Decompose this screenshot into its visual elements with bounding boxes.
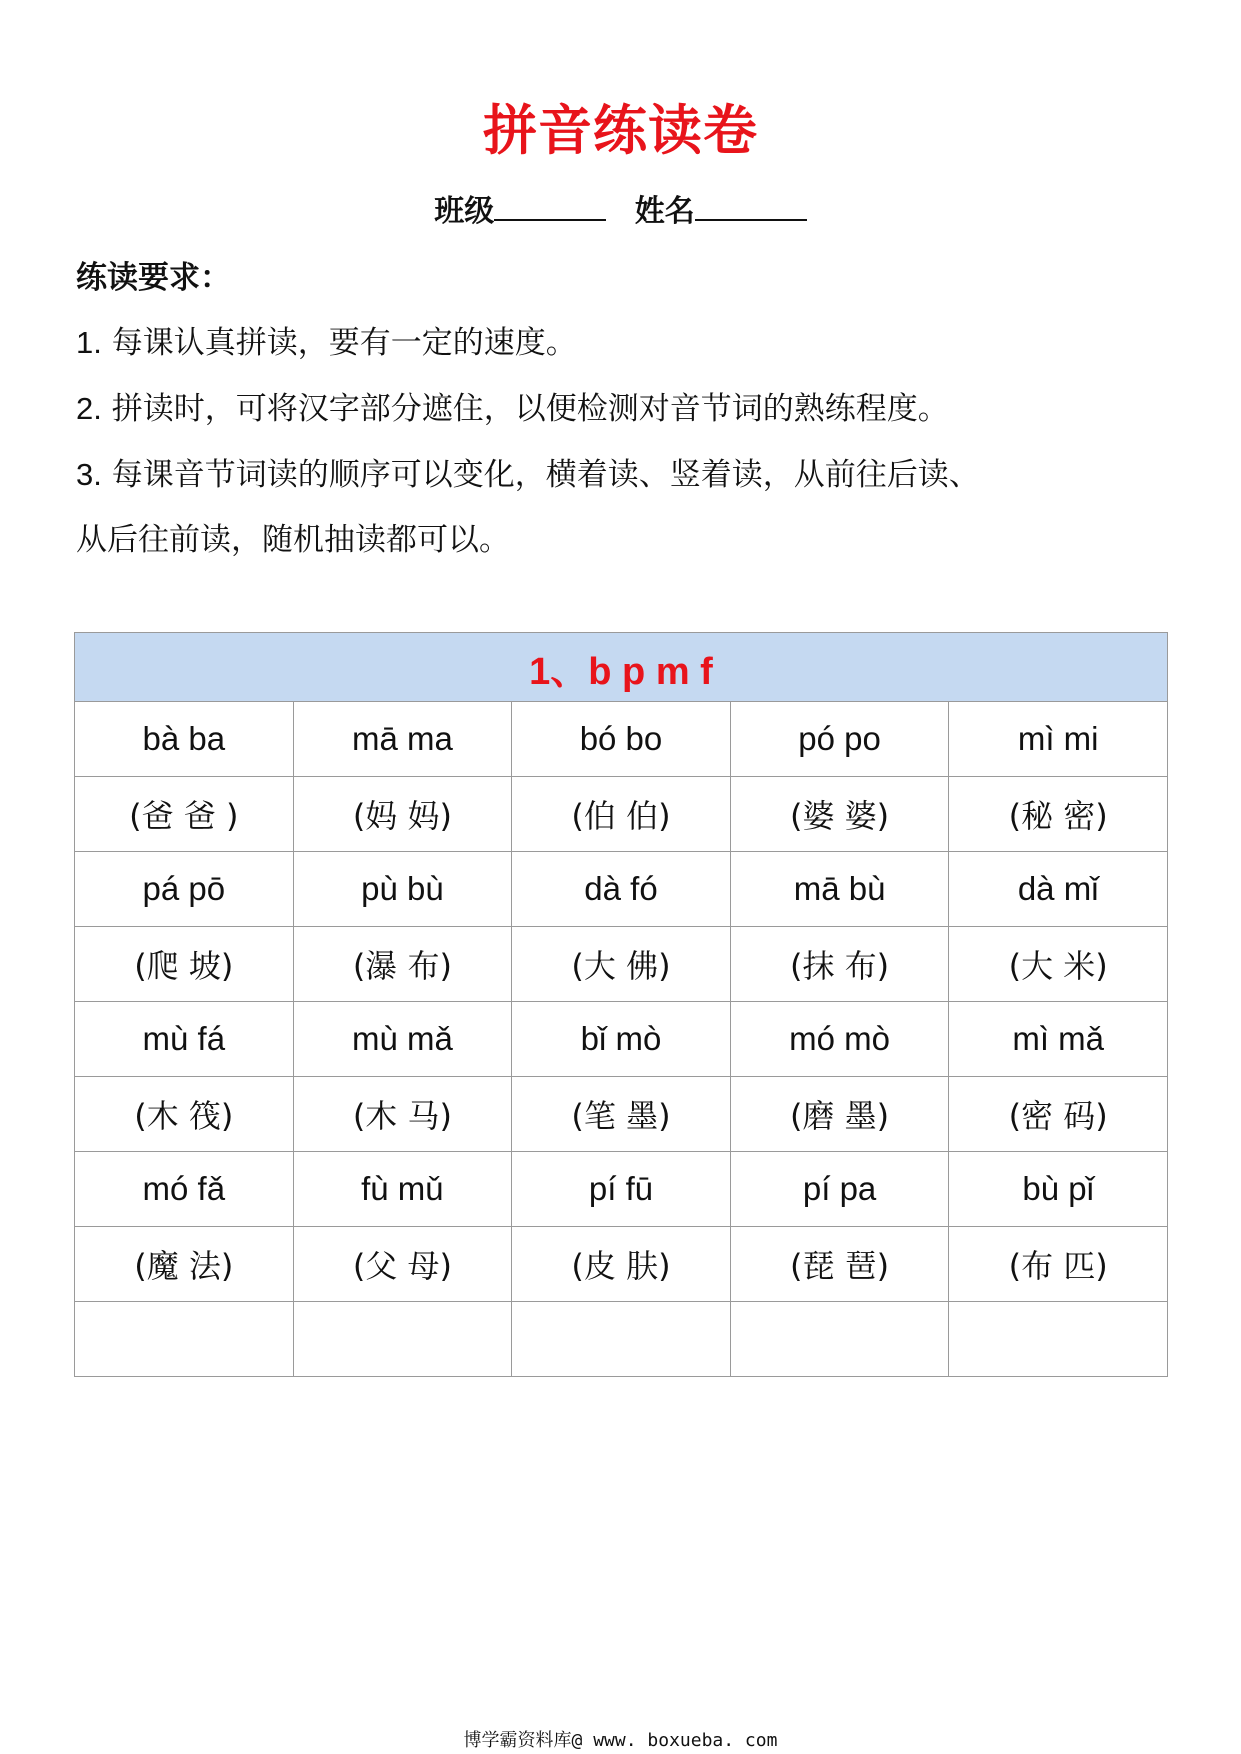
requirement-text: 每课认真拼读，要有一定的速度。 (101, 325, 577, 361)
hanzi-cell: (妈 妈) (293, 777, 512, 852)
pinyin-cell: mù fá (75, 1002, 294, 1077)
pinyin-cell (512, 1302, 731, 1377)
requirement-text: 拼读时，可将汉字部分遮住，以便检测对音节词的熟练程度。 (101, 391, 949, 427)
requirement-number: 3. (76, 457, 102, 492)
hanzi-cell: (磨 墨) (730, 1077, 949, 1152)
pinyin-cell: mì mi (949, 702, 1168, 777)
requirement-item-1 (76, 317, 1176, 362)
table-row (75, 777, 1168, 852)
pinyin-cell: dà fó (512, 852, 731, 927)
pinyin-cell: pù bù (293, 852, 512, 927)
table-header-row (75, 633, 1168, 702)
table-row (75, 1002, 1168, 1077)
pinyin-cell: mā bù (730, 852, 949, 927)
pinyin-cell: pá pō (75, 852, 294, 927)
hanzi-cell: (大 米) (949, 927, 1168, 1002)
hanzi-cell: (魔 法) (75, 1227, 294, 1302)
table-body (75, 702, 1168, 1377)
pinyin-cell: bà ba (75, 702, 294, 777)
table-row (75, 1077, 1168, 1152)
pinyin-cell: fù mǔ (293, 1152, 512, 1227)
pinyin-cell: dà mǐ (949, 852, 1168, 927)
pinyin-cell: bù pǐ (949, 1152, 1168, 1227)
hanzi-cell: (琵 琶) (730, 1227, 949, 1302)
table-row (75, 927, 1168, 1002)
hanzi-cell: (父 母) (293, 1227, 512, 1302)
pinyin-cell (293, 1302, 512, 1377)
pinyin-cell: pó po (730, 702, 949, 777)
requirement-continuation: 从后往前读，随机抽读都可以。 (76, 522, 510, 558)
footer-watermark: 博学霸资料库@ www. boxueba. com (463, 1730, 778, 1751)
name-blank (695, 191, 807, 221)
pinyin-cell: mó mò (730, 1002, 949, 1077)
hanzi-cell: (爬 坡) (75, 927, 294, 1002)
hanzi-cell: (瀑 布) (293, 927, 512, 1002)
pinyin-cell (75, 1302, 294, 1377)
table-row (75, 1152, 1168, 1227)
hanzi-cell: (木 马) (293, 1077, 512, 1152)
table-row (75, 1227, 1168, 1302)
hanzi-cell: (布 匹) (949, 1227, 1168, 1302)
class-name-line (0, 186, 1241, 230)
requirement-item-3 (76, 449, 1176, 494)
requirement-number: 2. (76, 391, 102, 426)
pinyin-cell: mó fǎ (75, 1152, 294, 1227)
hanzi-cell: (婆 婆) (730, 777, 949, 852)
table-header: 1、b p m f (75, 633, 1168, 702)
pinyin-cell: bǐ mò (512, 1002, 731, 1077)
table-row (75, 1302, 1168, 1377)
hanzi-cell: (木 筏) (75, 1077, 294, 1152)
hanzi-cell: (笔 墨) (512, 1077, 731, 1152)
pinyin-cell (949, 1302, 1168, 1377)
requirements-heading: 练读要求： (76, 260, 231, 296)
pinyin-cell: mì mǎ (949, 1002, 1168, 1077)
hanzi-cell: (爸 爸 ) (75, 777, 294, 852)
class-label: 班级 (434, 194, 495, 229)
hanzi-cell: (抹 布) (730, 927, 949, 1002)
pinyin-cell: mù mǎ (293, 1002, 512, 1077)
pinyin-cell: pí fū (512, 1152, 731, 1227)
table-row (75, 702, 1168, 777)
requirement-number: 1. (76, 325, 102, 360)
hanzi-cell: (密 码) (949, 1077, 1168, 1152)
hanzi-cell: (皮 肤) (512, 1227, 731, 1302)
requirement-text: 每课音节词读的顺序可以变化，横着读、竖着读，从前往后读、 (101, 457, 980, 493)
name-label: 姓名 (634, 194, 695, 229)
table-row (75, 852, 1168, 927)
hanzi-cell: (秘 密) (949, 777, 1168, 852)
page-title: 拼音练读卷 (483, 99, 758, 162)
pinyin-cell (730, 1302, 949, 1377)
pinyin-cell: bó bo (512, 702, 731, 777)
class-blank (494, 191, 606, 221)
hanzi-cell: (大 佛) (512, 927, 731, 1002)
requirement-item-2 (76, 383, 1176, 428)
pinyin-cell: mā ma (293, 702, 512, 777)
pinyin-table (74, 632, 1168, 1377)
pinyin-cell: pí pa (730, 1152, 949, 1227)
hanzi-cell: (伯 伯) (512, 777, 731, 852)
